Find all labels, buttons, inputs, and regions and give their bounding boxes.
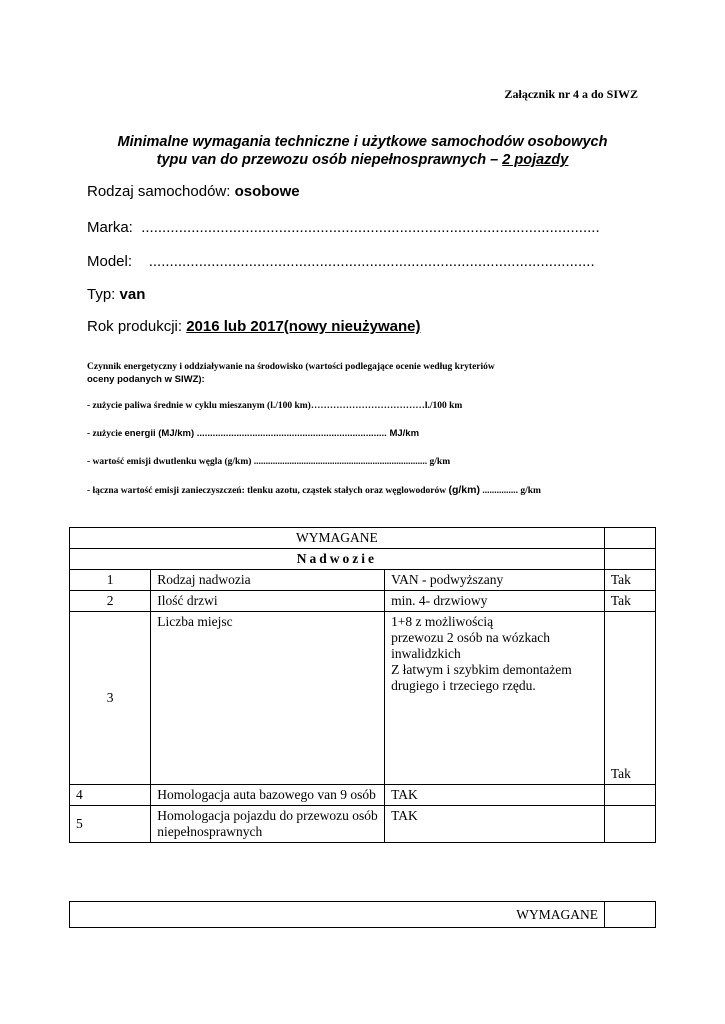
eco-pollutant-emission xyxy=(87,484,541,496)
table-row xyxy=(70,785,656,806)
row-number: 2 xyxy=(70,591,151,612)
row-name: Homologacja pojazdu do przewozu osób niepełnosprawnych xyxy=(151,806,385,843)
table-section-empty xyxy=(604,549,655,570)
table-section-title: Nadwozie xyxy=(70,549,605,570)
row-requirement: TAK xyxy=(385,785,605,806)
eco-heading-line-2: oceny podanych w SIWZ): xyxy=(87,374,205,385)
field-model xyxy=(87,253,595,270)
row-name: Homologacja auta bazowego van 9 osób xyxy=(151,785,385,806)
row-requirement-line: drugiego i trzeciego rzędu. xyxy=(391,678,536,693)
table-row xyxy=(70,591,656,612)
eco-pollutant-prefix: - łączna wartość emisji zanieczyszczeń: tlenku azotu, cząstek stałych oraz węglowodorów xyxy=(87,486,449,496)
row-requirement: TAK xyxy=(385,806,605,843)
field-vehicle-type xyxy=(87,183,300,200)
requirements-table xyxy=(69,527,656,843)
field-model-dots: ........................................................................................................... xyxy=(148,253,595,270)
table-section-row xyxy=(70,549,656,570)
row-number: 1 xyxy=(70,570,151,591)
field-type-label: Typ: xyxy=(87,286,120,303)
table-header-row xyxy=(70,528,656,549)
eco-co2-emission: - wartość emisji dwutlenku węgla (g/km) ......................................................................... g/km xyxy=(87,457,451,467)
row-number: 5 xyxy=(70,806,151,843)
row-requirement-line: 1+8 z możliwością xyxy=(391,614,494,629)
row-requirement xyxy=(385,612,605,785)
row-number: 3 xyxy=(70,612,151,785)
row-name: Ilość drzwi xyxy=(151,591,385,612)
eco-energy-consumption xyxy=(87,428,419,439)
eco-energy-prefix: - zużycie xyxy=(87,429,125,439)
row-requirement-line: inwalidzkich xyxy=(391,646,461,661)
row-answer: Tak xyxy=(604,591,655,612)
field-model-label: Model: xyxy=(87,253,133,270)
annex-label: Załącznik nr 4 a do SIWZ xyxy=(504,87,638,101)
table2-header: WYMAGANE xyxy=(70,902,605,928)
row-name: Rodzaj nadwozia xyxy=(151,570,385,591)
field-brand-dots: .............................................................................................................. xyxy=(141,219,600,236)
table-row xyxy=(70,612,656,785)
row-requirement: VAN - podwyższany xyxy=(385,570,605,591)
table2-header-row xyxy=(70,902,656,928)
table-header-empty xyxy=(604,528,655,549)
eco-energy-text: energii (MJ/km) ........................................................................ MJ/km xyxy=(124,428,420,439)
field-vehicle-type-label: Rodzaj samochodów: xyxy=(87,183,235,200)
row-answer xyxy=(604,785,655,806)
title-line-2-text: typu van do przewozu osób niepełnosprawnych – xyxy=(156,152,503,168)
eco-pollutant-unit: (g/km) xyxy=(448,484,480,496)
eco-heading-line-1: Czynnik energetyczny i oddziaływanie na środowisko (wartości podlegające ocenie według kryteriów xyxy=(87,362,495,372)
table2-header-empty xyxy=(605,902,656,928)
eco-pollutant-suffix: ............... g/km xyxy=(479,486,541,496)
row-requirement-line: przewozu 2 osób na wózkach xyxy=(391,630,551,645)
table-row xyxy=(70,570,656,591)
field-type xyxy=(87,286,145,303)
field-vehicle-type-value: osobowe xyxy=(234,183,300,200)
row-number: 4 xyxy=(70,785,151,806)
eco-fuel-consumption: - zużycie paliwa średnie w cyklu mieszanym (l./100 km)………………………………l./100 km xyxy=(87,401,463,411)
row-answer: Tak xyxy=(604,612,655,785)
row-name: Liczba miejsc xyxy=(151,612,385,785)
field-brand-label: Marka: xyxy=(87,219,133,236)
document-title-line-1: Minimalne wymagania techniczne i użytkowe samochodów osobowych xyxy=(117,134,608,150)
title-vehicle-count: 2 pojazdy xyxy=(502,152,569,168)
document-title-line-2 xyxy=(0,152,725,168)
field-type-value: van xyxy=(119,286,146,303)
field-production-year-value: 2016 lub 2017(nowy nieużywane) xyxy=(186,318,421,335)
requirements-table-2 xyxy=(69,901,656,928)
field-production-year-label: Rok produkcji: xyxy=(87,318,187,335)
row-answer: Tak xyxy=(604,570,655,591)
row-requirement: min. 4- drzwiowy xyxy=(385,591,605,612)
field-production-year xyxy=(87,318,420,335)
row-answer xyxy=(604,806,655,843)
table-row xyxy=(70,806,656,843)
table-header: WYMAGANE xyxy=(70,528,605,549)
row-requirement-line: Z łatwym i szybkim demontażem xyxy=(391,662,572,677)
field-brand xyxy=(87,219,600,236)
